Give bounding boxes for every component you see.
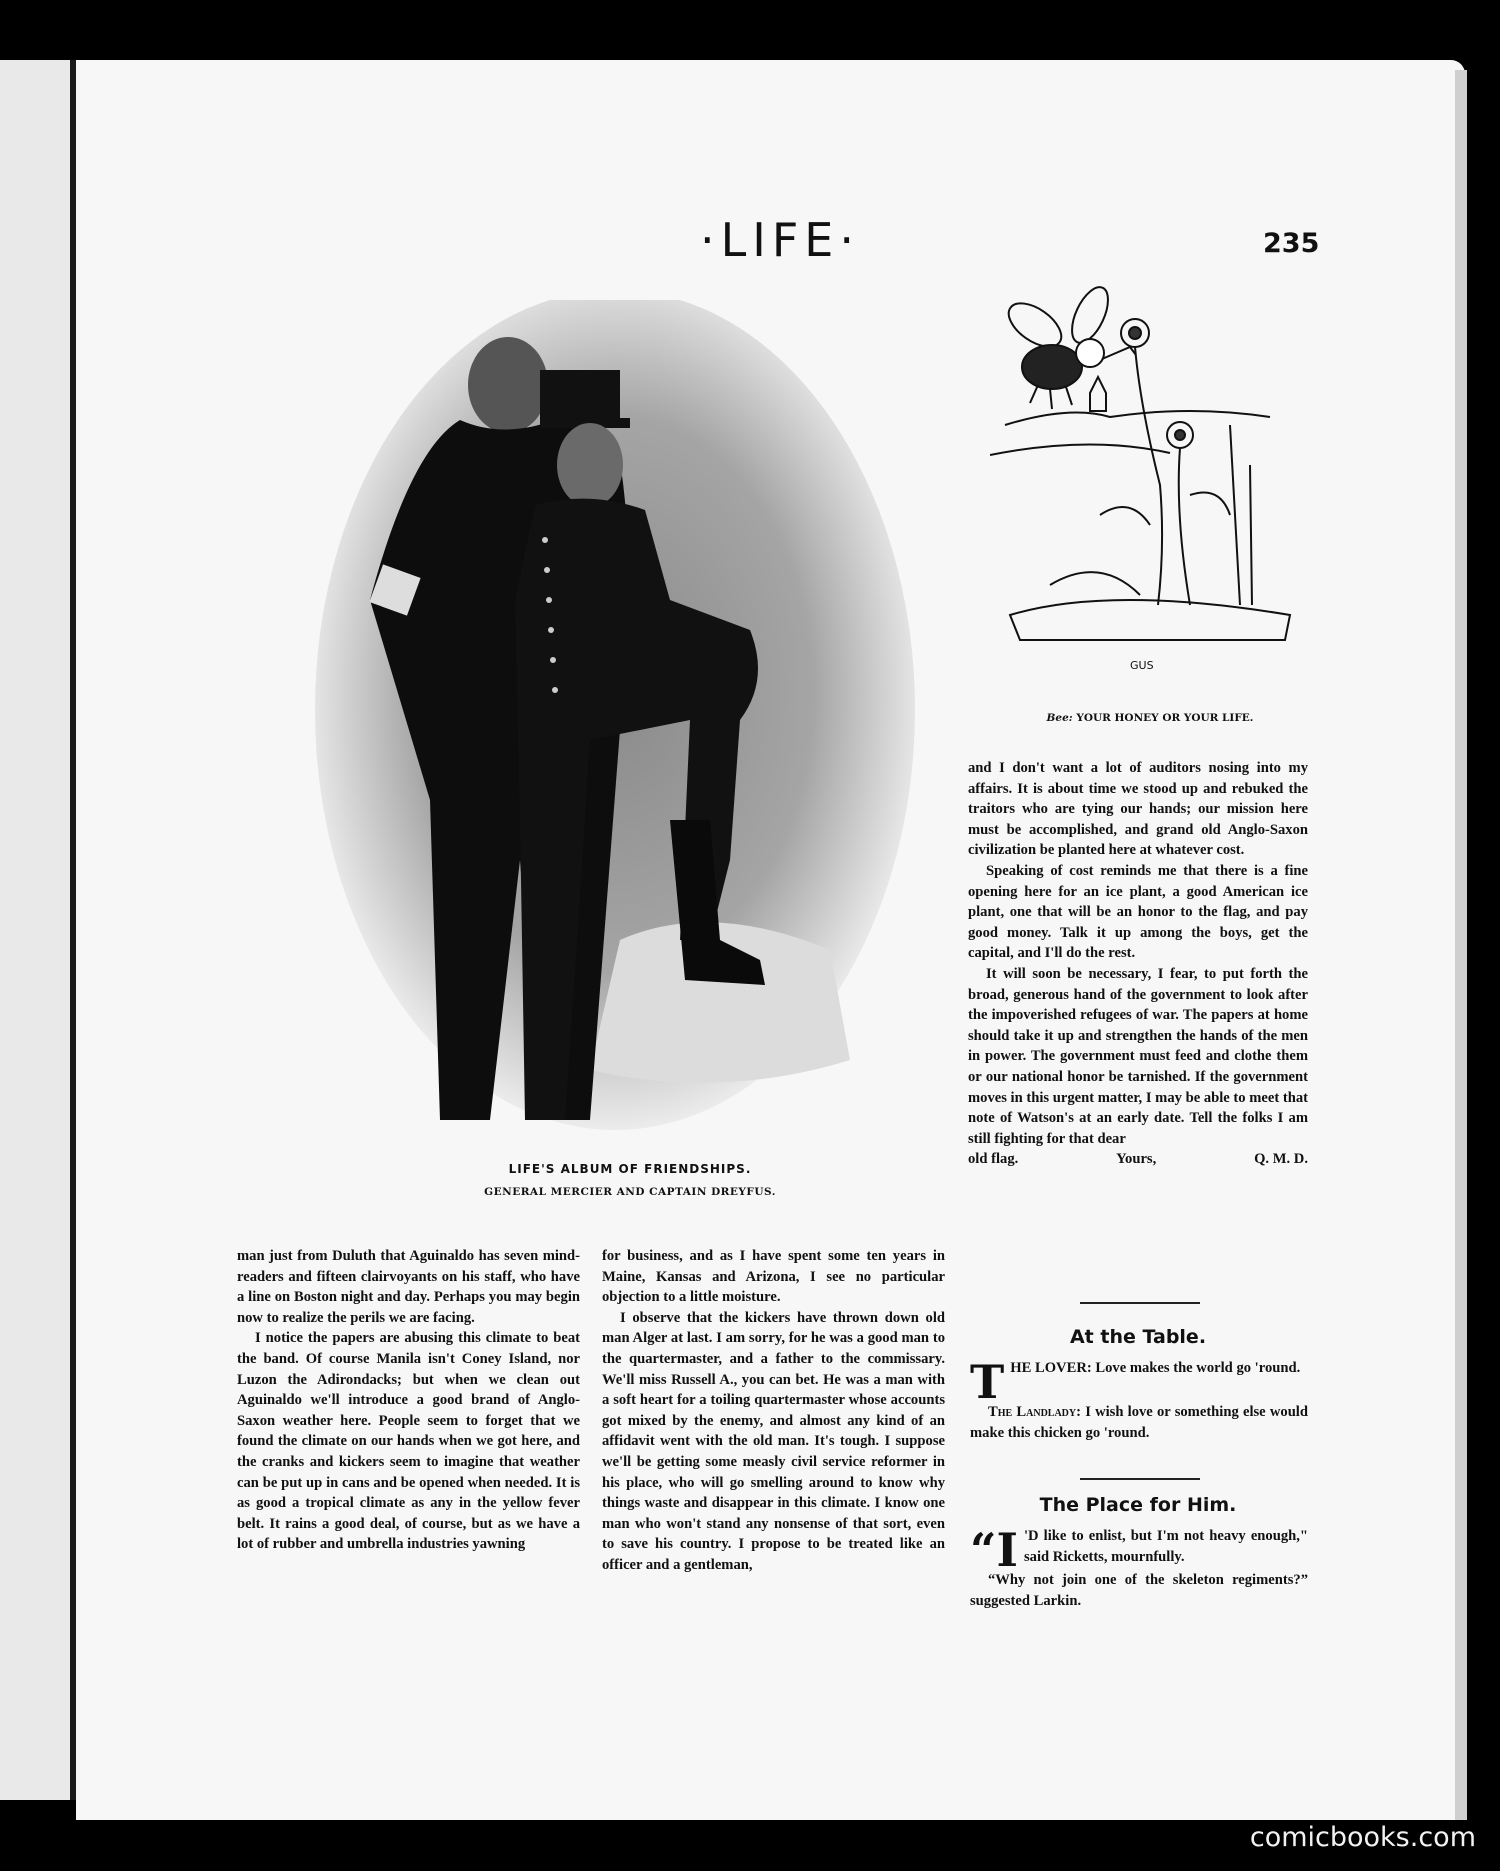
lover-line: HE LOVER: Love makes the world go 'round.: [1010, 1360, 1301, 1376]
church-landscape: [990, 377, 1270, 455]
cartoon-caption-text: YOUR HONEY OR YOUR LIFE.: [1076, 712, 1254, 724]
cartoon-caption: [980, 712, 1320, 724]
page-number: 235: [1263, 228, 1320, 259]
at-the-table-text: [970, 1355, 1308, 1443]
column3-paragraph: and I don't want a lot of auditors nosing into my affairs. It is about time we stood up and rebuked the traitors who are tying our hands; our mission here must be accomplished, and grand old Anglo-Saxon civilization be planted here at whatever cost.: [968, 760, 1308, 859]
column2-paragraph: for business, and as I have spent some ten years in Maine, Kansas and Arizona, I see no particular objection to a little moisture.: [602, 1248, 945, 1306]
watermark: comicbooks.com: [1249, 1822, 1476, 1853]
landlady-line: I wish love or something else would make this chicken go 'round.: [970, 1404, 1308, 1441]
column3-paragraph: It will soon be necessary, I fear, to put forth the broad, generous hand of the government to look after the impoverished refugees of war. The papers at home should take it up and strengthen the hands of the men in power. The government must feed and clothe them or our national honor be tarnished. If the government moves in this urgent matter, I may be able to meet that note of Watson's at an early date. Tell the folks I am still fighting for that dear: [968, 965, 1308, 1147]
cartoon-caption-speaker: Bee:: [1046, 712, 1073, 724]
at-the-table-title: At the Table.: [1069, 1326, 1207, 1348]
section-divider: [1080, 1302, 1200, 1304]
larkin-line: “Why not join one of the skeleton regiments?” suggested Larkin.: [970, 1572, 1308, 1609]
photo-caption-title: LIFE'S ALBUM OF FRIENDSHIPS.: [508, 1162, 752, 1176]
dropcap-t: T: [970, 1355, 1005, 1409]
signoff-signature: Q. M. D.: [1254, 1151, 1308, 1168]
place-for-him-title: The Place for Him.: [1039, 1494, 1237, 1516]
page-stack-edge: [1455, 70, 1467, 1820]
column1-paragraph: man just from Duluth that Aguinaldo has seven mind-readers and fifteen clairvoyants on his staff, who have a line on Boston night and day. Perhaps you may begin now to realize the perils we are facing.: [237, 1248, 580, 1326]
article-column-2: [602, 1246, 945, 1576]
bee-illustration: [1001, 285, 1136, 409]
column1-paragraph: I notice the papers are abusing this climate to beat the band. Of course Manila isn't Coney Island, nor Luzon the Adirondacks; but when we clean out Aguinaldo we'll introduce a good brand of Anglo-Saxon weather here. People seem to forget that we found the climate on our hands when we got here, and the cranks and kickers seem to imagine that weather can be put up in cans and be opened when needed. It is as good a tropical climate as any in the yellow fever belt. It rains a good deal, of course, but as we have a lot of rubber and umbrella industries yawning: [237, 1330, 580, 1553]
cartoon-signature: GUS: [1130, 659, 1154, 672]
letter-signoff: [968, 1149, 1308, 1170]
column2-paragraph: I observe that the kickers have thrown down old man Alger at last. I am sorry, for he was a good man to the quartermaster, and a father to the commissary. We'll miss Russell A., you can bet. He was a man with a soft heart for a toiling quartermaster whose accounts got mixed by the enemy, and almost any kind of an affidavit went with the old man. It's tough. I suppose we'll be getting some measly civil service reformer in his place, who will go smelling around to know why things waste and disappear in this climate. I know one man who won't stand any nonsense of that sort, even to save his country. I propose to be treated like an officer and a gentleman,: [602, 1309, 945, 1573]
article-column-1: [237, 1246, 580, 1555]
landlady-speaker: The Landlady:: [988, 1404, 1081, 1420]
facing-page-edge: [0, 60, 70, 1800]
dropcap-i: “I: [970, 1523, 1018, 1577]
section-divider: [1080, 1478, 1200, 1480]
photo-caption-subtitle: GENERAL MERCIER AND CAPTAIN DREYFUS.: [484, 1186, 776, 1198]
signoff-middle: Yours,: [1116, 1151, 1157, 1168]
article-column-3: [968, 758, 1308, 1170]
signoff-left: old flag.: [968, 1151, 1019, 1168]
masthead: ·LIFE·: [700, 213, 860, 267]
bee-cartoon: [990, 285, 1310, 675]
friendship-photo: [290, 300, 940, 1140]
place-for-him-text: [970, 1523, 1308, 1611]
ricketts-line: 'D like to enlist, but I'm not heavy enough," said Ricketts, mournfully.: [1024, 1528, 1308, 1565]
column3-paragraph: Speaking of cost reminds me that there is a fine opening here for an ice plant, a good American ice plant, one that will be an honor to the flag, and pay good money. Talk it up among the boys, get the capital, and I'll do the rest.: [968, 862, 1308, 962]
